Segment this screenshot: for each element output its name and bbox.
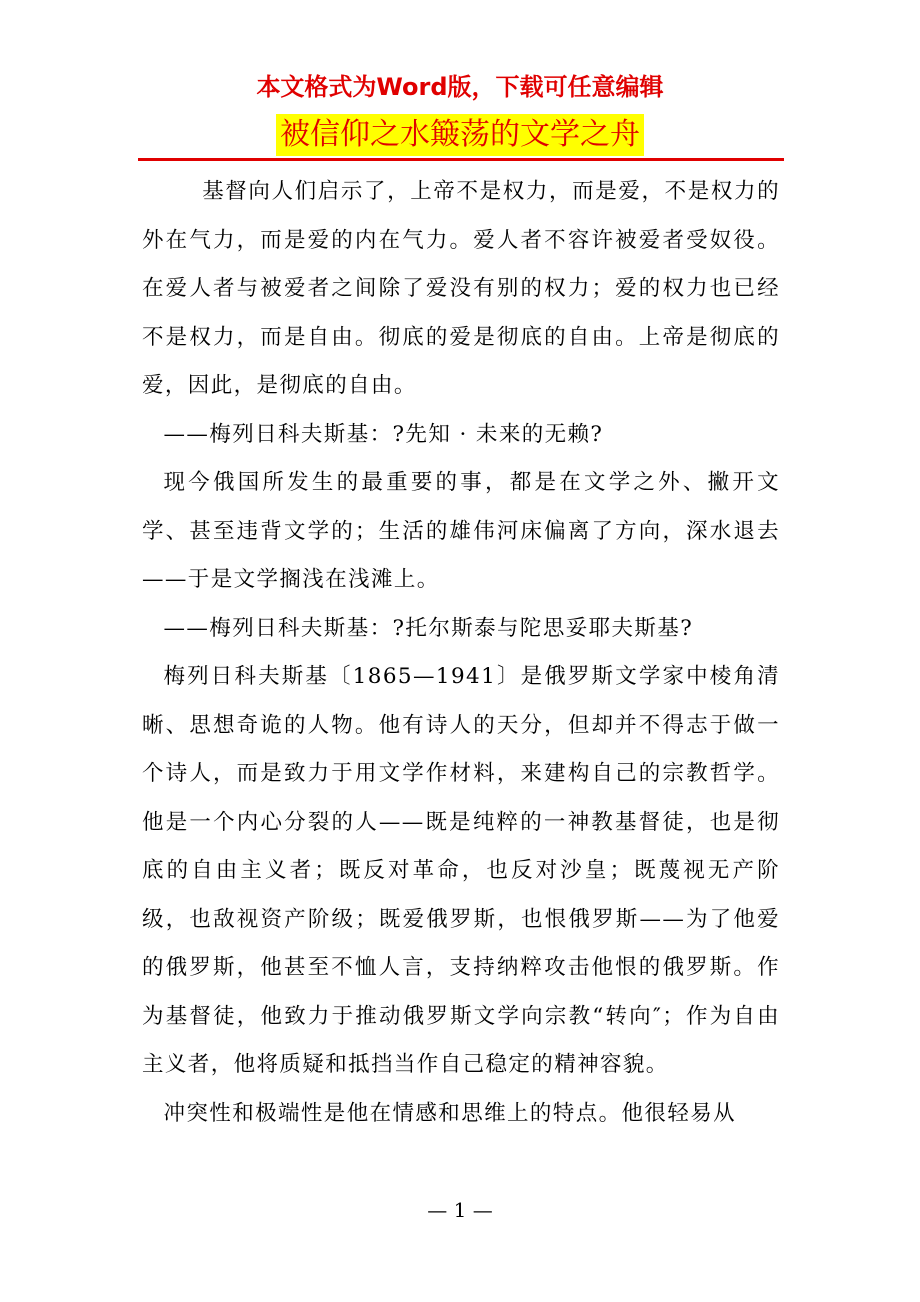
title-area — [0, 114, 920, 156]
document-title: 被信仰之水簸荡的文学之舟 — [276, 114, 644, 156]
paragraph-continued: 冲突性和极端性是他在情感和思维上的特点。他很轻易从 — [163, 1100, 737, 1126]
title-divider — [138, 158, 784, 161]
paragraph-epigraph-2: 现今俄国所发生的最重要的事，都是在文学之外、撇开文学、甚至违背文学的；生活的雄伟河床偏离了方向，深水退去——于是文学搁浅在浅滩上。 — [142, 470, 780, 592]
paragraph-introduction: 梅列日科夫斯基〔1865—1941〕是俄罗斯文学家中棱角清晰、思想奇诡的人物。他有诗人的天分，但却并不得志于做一个诗人，而是致力于用文学作材料，来建构自己的宗教哲学。他是一个内心分裂的人——既是纯粹的一神教基督徒，也是彻底的自由主义者；既反对革命，也反对沙皇；既蔑视无产阶级，也敌视资产阶级；既爱俄罗斯，也恨俄罗斯——为了他爱的俄罗斯，他甚至不恤人言，支持纳粹攻击他恨的俄罗斯。作为基督徒，他致力于推动俄罗斯文学向宗教“转向″；作为自由主义者，他将质疑和抵挡当作自己稳定的精神容貌。 — [142, 664, 780, 1077]
document-body — [142, 168, 780, 1138]
epigraph-attribution-1: ——梅列日科夫斯基：?先知 · 未来的无赖? — [163, 421, 604, 447]
page-number: — 1 — — [427, 1198, 493, 1222]
paragraph-epigraph-1: 基督向人们启示了，上帝不是权力，而是爱，不是权力的外在气力，而是爱的内在气力。爱人者不容许被爱者受奴役。在爱人者与被爱者之间除了爱没有别的权力；爱的权力也已经不是权力，而是自由。彻底的爱是彻底的自由。上帝是彻底的爱，因此，是彻底的自由。 — [142, 179, 780, 398]
epigraph-attribution-2: ——梅列日科夫斯基：?托尔斯泰与陀思妥耶夫斯基? — [163, 615, 694, 641]
format-notice: 本文格式为Word版，下载可任意编辑 — [256, 73, 664, 101]
